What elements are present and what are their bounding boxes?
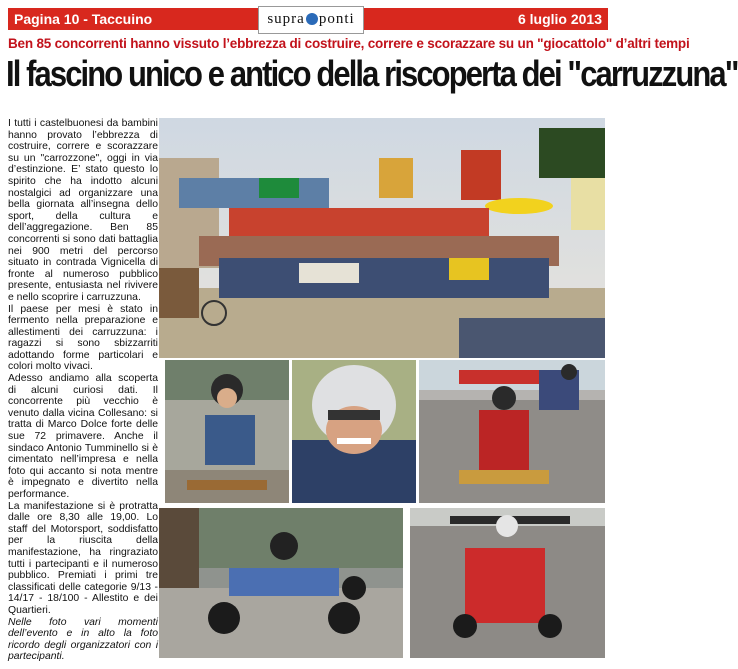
group-photo-art: [159, 118, 605, 358]
logo-text-left: supra: [267, 11, 305, 27]
cart-photo-1-art: [159, 508, 403, 658]
article-body: [8, 118, 158, 663]
body-paragraph: I tutti i castelbuonesi da bambini hanno provato l’ebbrezza di costruire, correre e scorazzare su un "carrozzone", oggi in via d’estinzione. E’ stato questo lo spirito che ha indotto alcuni nostalgici ad organizzare una bella giornata all’insegna dello sport, della cultura e dell’aggregazione. Ben 85 concorrenti si sono dati battaglia nei 900 metri del percorso situato in contrada Vignicella di fronte al numeroso pubblico presente, entusiasta nel rivivere e nello scoprire i carruzzuna.: [8, 118, 158, 303]
page-label: Pagina 10 - Taccuino: [14, 11, 153, 27]
driver-photo-1-art: [165, 360, 289, 503]
cart-photo-2: [410, 508, 605, 658]
article-subtitle: Ben 85 concorrenti hanno vissuto l’ebbrezza di costruire, correre e scorazzare su un "giocattolo" d’altri tempi: [8, 36, 690, 51]
photo-caption: Nelle foto vari momenti dell’evento e in alto la foto ricordo degli organizzatori con i partecipanti.: [8, 616, 158, 663]
cart-photo-1: [159, 508, 403, 658]
body-paragraph: Adesso andiamo alla scoperta di alcuni curiosi dati. Il concorrente più vecchio è venuto dalla vicina Collesano: si tratta di Marco Dolce forte delle sue 72 primavere. Anche il sindaco Antonio Tumminello si è cimentato nell’impresa e nella foto qui accanto si nota mentre è impegnato e divertito nella performance.: [8, 373, 158, 500]
page-header: [8, 8, 608, 30]
mayor-photo: [292, 360, 416, 503]
article-title: Il fascino unico e antico della riscoperta dei "carruzzuna": [6, 53, 738, 94]
issue-date: 6 luglio 2013: [517, 11, 602, 27]
cart-photo-2-art: [410, 508, 605, 658]
logo-dot-icon: [306, 13, 318, 25]
mayor-photo-art: [292, 360, 416, 503]
body-paragraph: Il paese per mesi è stato in fermento nella preparazione e allestimenti dei carruzzuna: i ragazzi si sono sbizzarriti adottando forme particolari e colori molto vivaci.: [8, 303, 158, 373]
body-paragraph: La manifestazione si è protratta dalle ore 8,30 alle 19,00. Lo staff del Motorsport, soddisfatto per la riuscita della manifestazione, ha ringraziato tutti i partecipanti e il numeroso pubblico. Premiati i primi tre classificati delle categorie 9/13 - 14/17 - 18/100 - Allestito e dei Quartieri.: [8, 500, 158, 616]
group-photo: [159, 118, 605, 358]
masthead-logo: [258, 6, 364, 34]
racers-photo: [419, 360, 605, 503]
logo-text-right: ponti: [318, 11, 355, 27]
driver-photo-1: [165, 360, 289, 503]
racers-photo-art: [419, 360, 605, 503]
